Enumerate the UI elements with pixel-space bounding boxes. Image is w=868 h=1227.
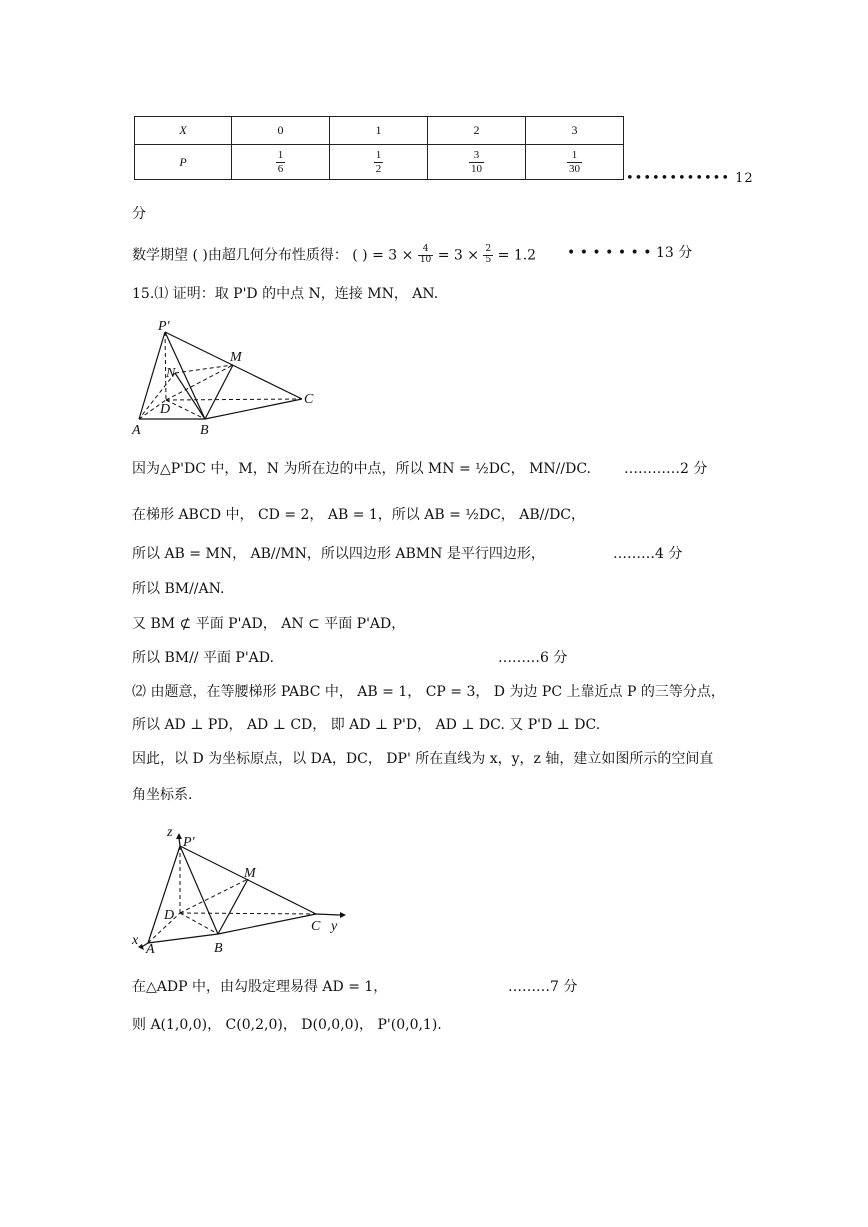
table-cell <box>330 145 428 180</box>
label-d: D <box>164 908 175 923</box>
fraction: $\frac{1}{6}$ <box>277 149 284 175</box>
label-p-prime: P' <box>158 319 170 334</box>
table-cell: 0 <box>232 117 330 145</box>
table-cell: P <box>135 145 232 180</box>
axis-label-y: y <box>331 919 338 934</box>
proof-line-2: 在梯形 ABCD 中， CD = 2， AB = 1，所以 AB = ½DC， AB//DC， <box>132 507 586 523</box>
label-m: M <box>244 866 256 881</box>
score-13: • • • • • • • 13 分 <box>567 245 693 261</box>
proof-line-4: 所以 BM//AN. <box>132 581 225 597</box>
label-c: C <box>311 919 321 934</box>
pyramid-figure-2 <box>130 826 350 956</box>
label-a: A <box>132 423 141 438</box>
label-b: B <box>200 423 209 438</box>
table-row <box>135 145 624 180</box>
score-unit: 分 <box>132 206 146 222</box>
table-cell: 3 <box>526 117 624 145</box>
score-4: ………4 分 <box>613 546 683 562</box>
label-c: C <box>304 392 314 407</box>
score-2: …………2 分 <box>624 461 708 477</box>
label-b: B <box>214 941 223 956</box>
label-d: D <box>160 402 171 417</box>
score-dots: •••••••••••• 12 <box>626 171 754 186</box>
table-cell: 2 <box>428 117 526 145</box>
proof-line-7: ⑵ 由题意，在等腰梯形 PABC 中， AB = 1， CP = 3， D 为边 PC 上靠近点 P 的三等分点， <box>132 684 725 700</box>
label-n: N <box>166 366 176 381</box>
axis-label-x: x <box>132 933 139 948</box>
fraction: $\frac{1}{2}$ <box>375 149 382 175</box>
proof-line-1: 因为△P'DC 中，M，N 为所在边的中点，所以 MN = ½DC， MN//DC. <box>132 461 591 477</box>
proof-line-5: 又 BM ⊄ 平面 P'AD， AN ⊂ 平面 P'AD， <box>132 616 406 632</box>
expectation-line: 数学期望 ( )由超几何分布性质得： ( ) = 3 × $\frac{4}{10}$ = 3 × $\frac{2}{5}$ = 1.2 <box>132 244 537 265</box>
pyramid-figure-1 <box>130 318 330 438</box>
table-cell: X <box>135 117 232 145</box>
fraction: $\frac{1}{30}$ <box>569 149 580 175</box>
label-a: A <box>146 942 155 957</box>
label-p-prime: P' <box>183 835 195 850</box>
table-cell: 1 <box>330 117 428 145</box>
table-cell <box>526 145 624 180</box>
distribution-table <box>134 116 624 180</box>
table-cell <box>428 145 526 180</box>
q15-part1-intro: 15.⑴ 证明：取 P'D 的中点 N，连接 MN， AN. <box>132 286 439 302</box>
label-m: M <box>230 350 242 365</box>
proof-line-3: 所以 AB = MN， AB//MN，所以四边形 ABMN 是平行四边形， <box>132 546 545 562</box>
table-row <box>135 117 624 145</box>
proof-line-8: 所以 AD ⊥ PD， AD ⊥ CD， 即 AD ⊥ P'D， AD ⊥ DC. 又 P'D ⊥ DC. <box>132 717 601 733</box>
score-7: ………7 分 <box>508 979 578 995</box>
fraction: $\frac{3}{10}$ <box>471 149 482 175</box>
table-cell <box>232 145 330 180</box>
proof-line-6: 所以 BM// 平面 P'AD. <box>132 650 274 666</box>
axis-label-z: z <box>167 825 173 840</box>
proof-line-10: 角坐标系. <box>132 787 193 803</box>
proof-line-11: 在△ADP 中，由勾股定理易得 AD = 1， <box>132 979 388 995</box>
proof-line-9: 因此，以 D 为坐标原点，以 DA，DC， DP' 所在直线为 x，y，z 轴，建立如图所示的空间直 <box>132 751 714 767</box>
score-6: ………6 分 <box>498 650 568 666</box>
proof-line-12: 则 A(1,0,0)， C(0,2,0)， D(0,0,0)， P'(0,0,1). <box>132 1017 442 1033</box>
